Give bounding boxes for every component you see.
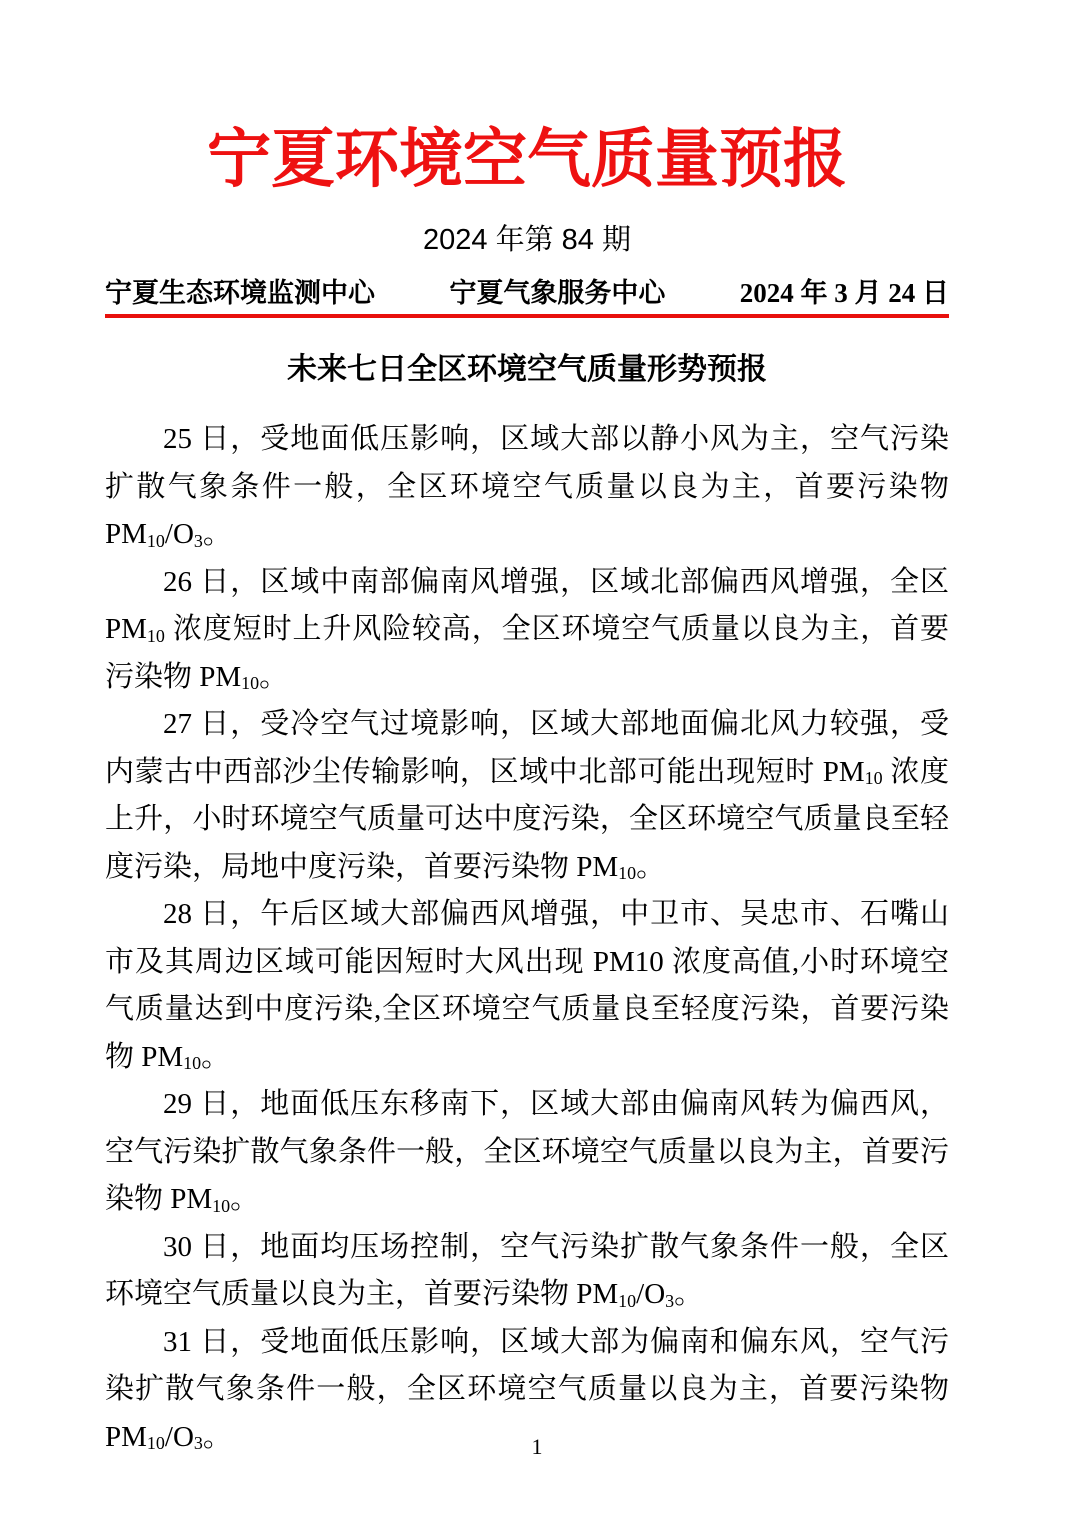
forecast-paragraph-day28: 28 日，午后区域大部偏西风增强，中卫市、吴忠市、石嘴山市及其周边区域可能因短时大风出现 PM10 浓度高值,小时环境空气质量达到中度污染,全区环境空气质量良至轻度污染，首要污染物 $PM_{10}$。 — [105, 898, 949, 1074]
issue-line: 2024 年第 84 期 — [423, 224, 631, 256]
forecast-paragraph-day29: 29 日，地面低压东移南下，区域大部由偏南风转为偏西风，空气污染扩散气象条件一般，全区环境空气质量以良为主，首要污染物 $PM_{10}$。 — [105, 1088, 949, 1216]
document-title: 宁夏环境空气质量预报 — [207, 124, 847, 195]
forecast-paragraph-day26: 26 日，区域中南部偏南风增强，区域北部偏西风增强，全区 $PM_{10}$ 浓度短时上升风险较高，全区环境空气质量以良为主，首要污染物 $PM_{10}$。 — [105, 565, 949, 694]
forecast-paragraph-day30: 30 日，地面均压场控制，空气污染扩散气象条件一般，全区环境空气质量以良为主，首要污染物 $PM_{10}/O_3$。 — [105, 1230, 949, 1311]
agency-name-middle: 宁夏气象服务中心 — [449, 278, 666, 308]
agency-header-row — [105, 278, 949, 318]
forecast-body — [105, 416, 949, 1461]
agency-name-left: 宁夏生态环境监测中心 — [105, 278, 375, 308]
page-number: 1 — [531, 1434, 543, 1459]
section-title: 未来七日全区环境空气质量形势预报 — [287, 353, 767, 386]
forecast-paragraph-day25: 25 日，受地面低压影响，区域大部以静小风为主，空气污染扩散气象条件一般，全区环境空气质量以良为主，首要污染物 $PM_{10}/O_3$。 — [105, 423, 949, 551]
forecast-paragraph-day27: 27 日，受冷空气过境影响，区域大部地面偏北风力较强，受内蒙古中西部沙尘传输影响，区域中北部可能出现短时 $PM_{10}$ 浓度上升，小时环境空气质量可达中度污染，全区环境空气质量良至轻度污染，局地中度污染，首要污染物 $PM_{10}$。 — [105, 708, 949, 884]
forecast-paragraph-day31: 31 日，受地面低压影响，区域大部为偏南和偏东风，空气污染扩散气象条件一般，全区环境空气质量以良为主，首要污染物 $PM_{10}/O_3$。 — [105, 1325, 949, 1454]
issue-date: 2024 年 3 月 24 日 — [739, 278, 949, 308]
